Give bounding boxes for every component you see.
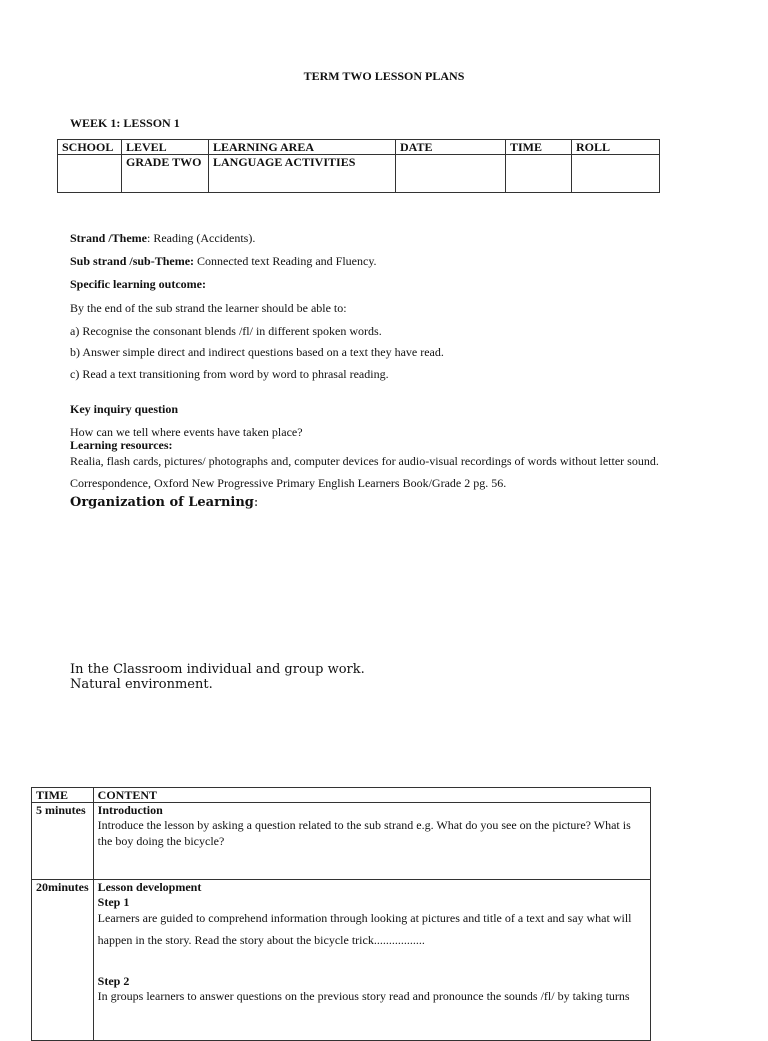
- value-roll: [572, 155, 660, 193]
- week-lesson-heading: WEEK 1: LESSON 1: [70, 116, 180, 130]
- organization-classroom: In the Classroom individual and group work.: [70, 662, 365, 677]
- header-time: TIME: [506, 140, 572, 155]
- development-heading: Lesson development: [97, 880, 202, 894]
- value-date: [396, 155, 506, 193]
- substrand-label: Sub strand /sub-Theme:: [70, 254, 195, 268]
- row-time-intro: 5 minutes: [32, 803, 94, 880]
- step1-text: Learners are guided to comprehend information through looking at pictures and title of a text and say what will happen in the story. Read the story about the bicycle trick.................: [97, 911, 632, 947]
- header-roll: ROLL: [572, 140, 660, 155]
- organization-heading-line: [70, 495, 258, 510]
- outcome-c: c) Read a text transitioning from word by word to phrasal reading.: [70, 367, 389, 381]
- info-table-header-row: [58, 140, 660, 155]
- resources-line-1: Realia, flash cards, pictures/ photographs and, computer devices for audio-visual recordings of words without letter sound.: [70, 454, 659, 468]
- header-school: SCHOOL: [58, 140, 122, 155]
- intro-heading: Introduction: [97, 803, 163, 817]
- resources-heading: Learning resources:: [70, 438, 173, 452]
- row-time-development: 20minutes: [32, 880, 94, 1041]
- lesson-info-table: [57, 139, 660, 193]
- organization-environment: Natural environment.: [70, 677, 213, 692]
- value-level: GRADE TWO: [122, 155, 209, 193]
- value-learning-area: LANGUAGE ACTIVITIES: [209, 155, 396, 193]
- header-learning-area: LEARNING AREA: [209, 140, 396, 155]
- table-row: [32, 803, 651, 880]
- strand-label: Strand /Theme: [70, 231, 148, 245]
- header-level: LEVEL: [122, 140, 209, 155]
- header-date: DATE: [396, 140, 506, 155]
- slo-heading: Specific learning outcome:: [70, 277, 206, 291]
- outcome-a: a) Recognise the consonant blends /fl/ in different spoken words.: [70, 324, 382, 338]
- step2-heading: Step 2: [97, 974, 130, 988]
- outcome-b: b) Answer simple direct and indirect questions based on a text they have read.: [70, 345, 444, 359]
- key-inquiry-text: How can we tell where events have taken place?: [70, 425, 303, 439]
- table-row: [32, 880, 651, 1041]
- value-time: [506, 155, 572, 193]
- substrand-value: Connected text Reading and Fluency.: [194, 254, 377, 268]
- strand-value: : Reading (Accidents).: [147, 231, 256, 245]
- organization-colon: :: [253, 495, 259, 510]
- header-time-col: TIME: [32, 788, 94, 803]
- header-content-col: CONTENT: [93, 788, 650, 803]
- step2-text: In groups learners to answer questions on the previous story read and pronounce the sounds /fl/ by taking turns: [97, 989, 630, 1003]
- value-school: [58, 155, 122, 193]
- row-content-intro: [93, 803, 650, 880]
- key-inquiry-heading: Key inquiry question: [70, 402, 179, 416]
- step1-heading: Step 1: [97, 895, 130, 909]
- organization-heading: Organization of Learning: [70, 495, 254, 510]
- resources-line-2: Correspondence, Oxford New Progressive Primary English Learners Book/Grade 2 pg. 56.: [70, 476, 507, 490]
- steps-header-row: [32, 788, 651, 803]
- lesson-steps-table: [31, 787, 651, 1041]
- intro-text: Introduce the lesson by asking a question related to the sub strand e.g. What do you see on the picture? What is the boy doing the bicycle?: [97, 818, 631, 848]
- slo-intro: By the end of the sub strand the learner should be able to:: [70, 301, 347, 315]
- row-content-development: [93, 880, 650, 1041]
- page-title: TERM TWO LESSON PLANS: [303, 69, 465, 83]
- strand-line: [70, 231, 255, 246]
- info-table-value-row: [58, 155, 660, 193]
- substrand-line: [70, 254, 377, 269]
